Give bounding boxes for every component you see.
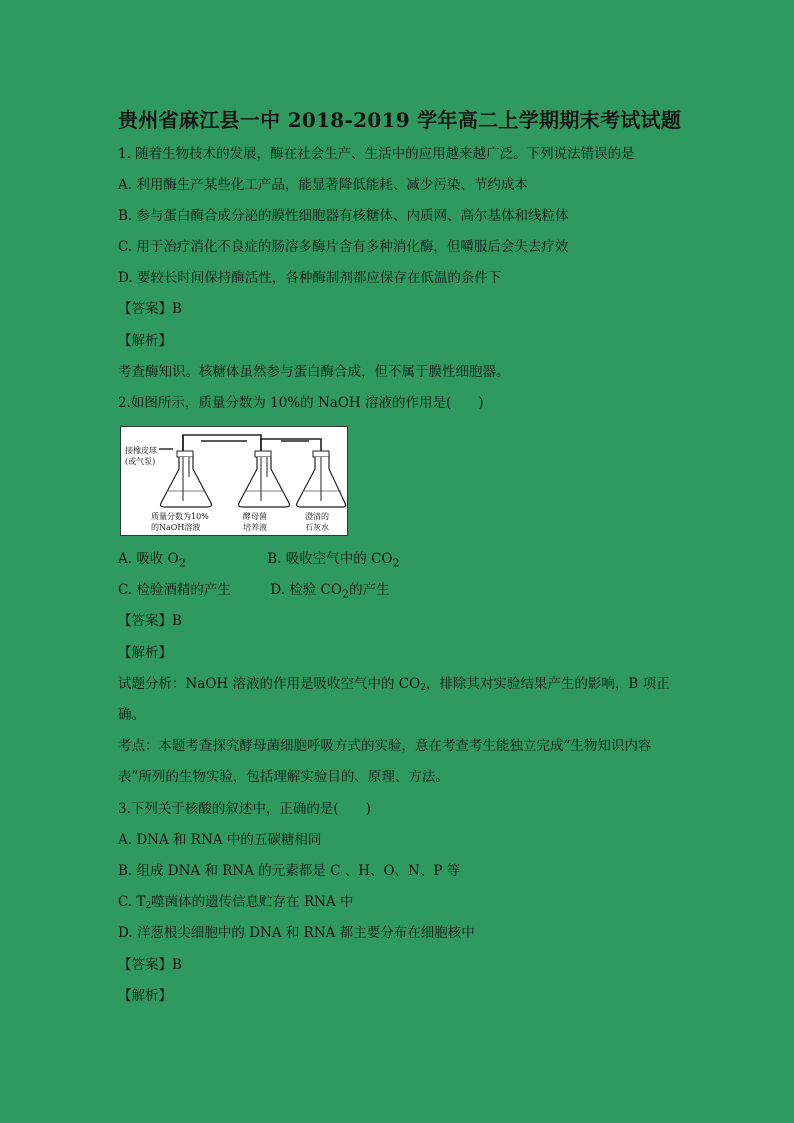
q2-point-line1: 考点：本题考查探究酵母菌细胞呼吸方式的实验，意在考查考生能独立完成“生物知识内容 xyxy=(118,738,652,754)
q2-options-row2 xyxy=(118,580,698,605)
q1-option-d: D. 要较长时间保持酶活性，各种酶制剂都应保存在低温的条件下 xyxy=(118,270,502,286)
q2-option-a: A. 吸收 $O_2$ xyxy=(118,551,186,570)
flask2-label-line1: 酵母菌 xyxy=(243,512,267,521)
q2-answer: 【答案】B xyxy=(118,613,182,629)
flask1-label-line2: 的NaOH溶液 xyxy=(151,523,201,532)
q2-option-b: B. 吸收空气中的 $CO_2$ xyxy=(267,551,400,570)
q3-option-b: B. 组成 DNA 和 RNA 的元素都是 C 、H、O、N、P 等 xyxy=(118,863,461,879)
q2-analysis-label: 【解析】 xyxy=(118,645,172,661)
q2-analysis-line1: 试题分析：NaOH 溶液的作用是吸收空气中的 $CO_2$，排除其对实验结果产生的影响，B 项正 xyxy=(118,676,670,693)
q1-option-b: B. 参与蛋白酶合成分泌的膜性细胞器有核糖体、内质网、高尔基体和线粒体 xyxy=(118,208,569,224)
q3-option-c: C. $T_2$噬菌体的遗传信息贮存在 RNA 中 xyxy=(118,894,354,911)
q1-analysis-label: 【解析】 xyxy=(118,333,172,349)
flask2-label-line2: 培养液 xyxy=(243,523,267,532)
q3-stem: 3.下列关于核酸的叙述中，正确的是( ) xyxy=(118,801,371,817)
q3-option-d: D. 洋葱根尖细胞中的 DNA 和 RNA 都主要分布在细胞核中 xyxy=(118,925,475,941)
q2-options-row1 xyxy=(118,549,698,574)
flask3-label-line2: 石灰水 xyxy=(305,523,329,532)
pump-label-line2: (或气泵) xyxy=(125,457,156,466)
flask3-label-line1: 澄清的 xyxy=(305,512,329,521)
q1-stem: 1. 随着生物技术的发展，酶在社会生产、生活中的应用越来越广泛。下列说法错误的是 xyxy=(118,146,635,162)
q2-option-d: D. 检验 $CO_2$的产生 xyxy=(270,582,390,601)
q3-answer: 【答案】B xyxy=(118,957,182,973)
q2-option-c: C. 检验酒精的产生 xyxy=(118,582,231,598)
flask1-label-line1: 质量分数为10% xyxy=(151,512,209,521)
q2-analysis-line2: 确。 xyxy=(118,707,145,723)
experiment-apparatus-figure xyxy=(120,426,348,536)
q1-answer: 【答案】B xyxy=(118,301,182,317)
q1-option-c: C. 用于治疗消化不良症的肠溶多酶片含有多种消化酶，但嚼服后会失去疗效 xyxy=(118,239,569,255)
q2-point-line2: 表”所列的生物实验，包括理解实验目的、原理、方法。 xyxy=(118,769,449,785)
q2-stem: 2.如图所示，质量分数为 10%的 NaOH 溶液的作用是( ) xyxy=(118,395,484,411)
q1-analysis: 考查酶知识。核糖体虽然参与蛋白酶合成，但不属于膜性细胞器。 xyxy=(118,364,510,380)
pump-label-line1: 接橡皮球 xyxy=(125,446,157,455)
q3-analysis-label: 【解析】 xyxy=(118,988,172,1004)
q1-option-a: A. 利用酶生产某些化工产品，能显著降低能耗、减少污染、节约成本 xyxy=(118,177,528,193)
document-title: 贵州省麻江县一中 2018-2019 学年高二上学期期末考试试题 xyxy=(118,108,682,132)
q3-option-a: A. DNA 和 RNA 中的五碳糖相同 xyxy=(118,832,322,848)
